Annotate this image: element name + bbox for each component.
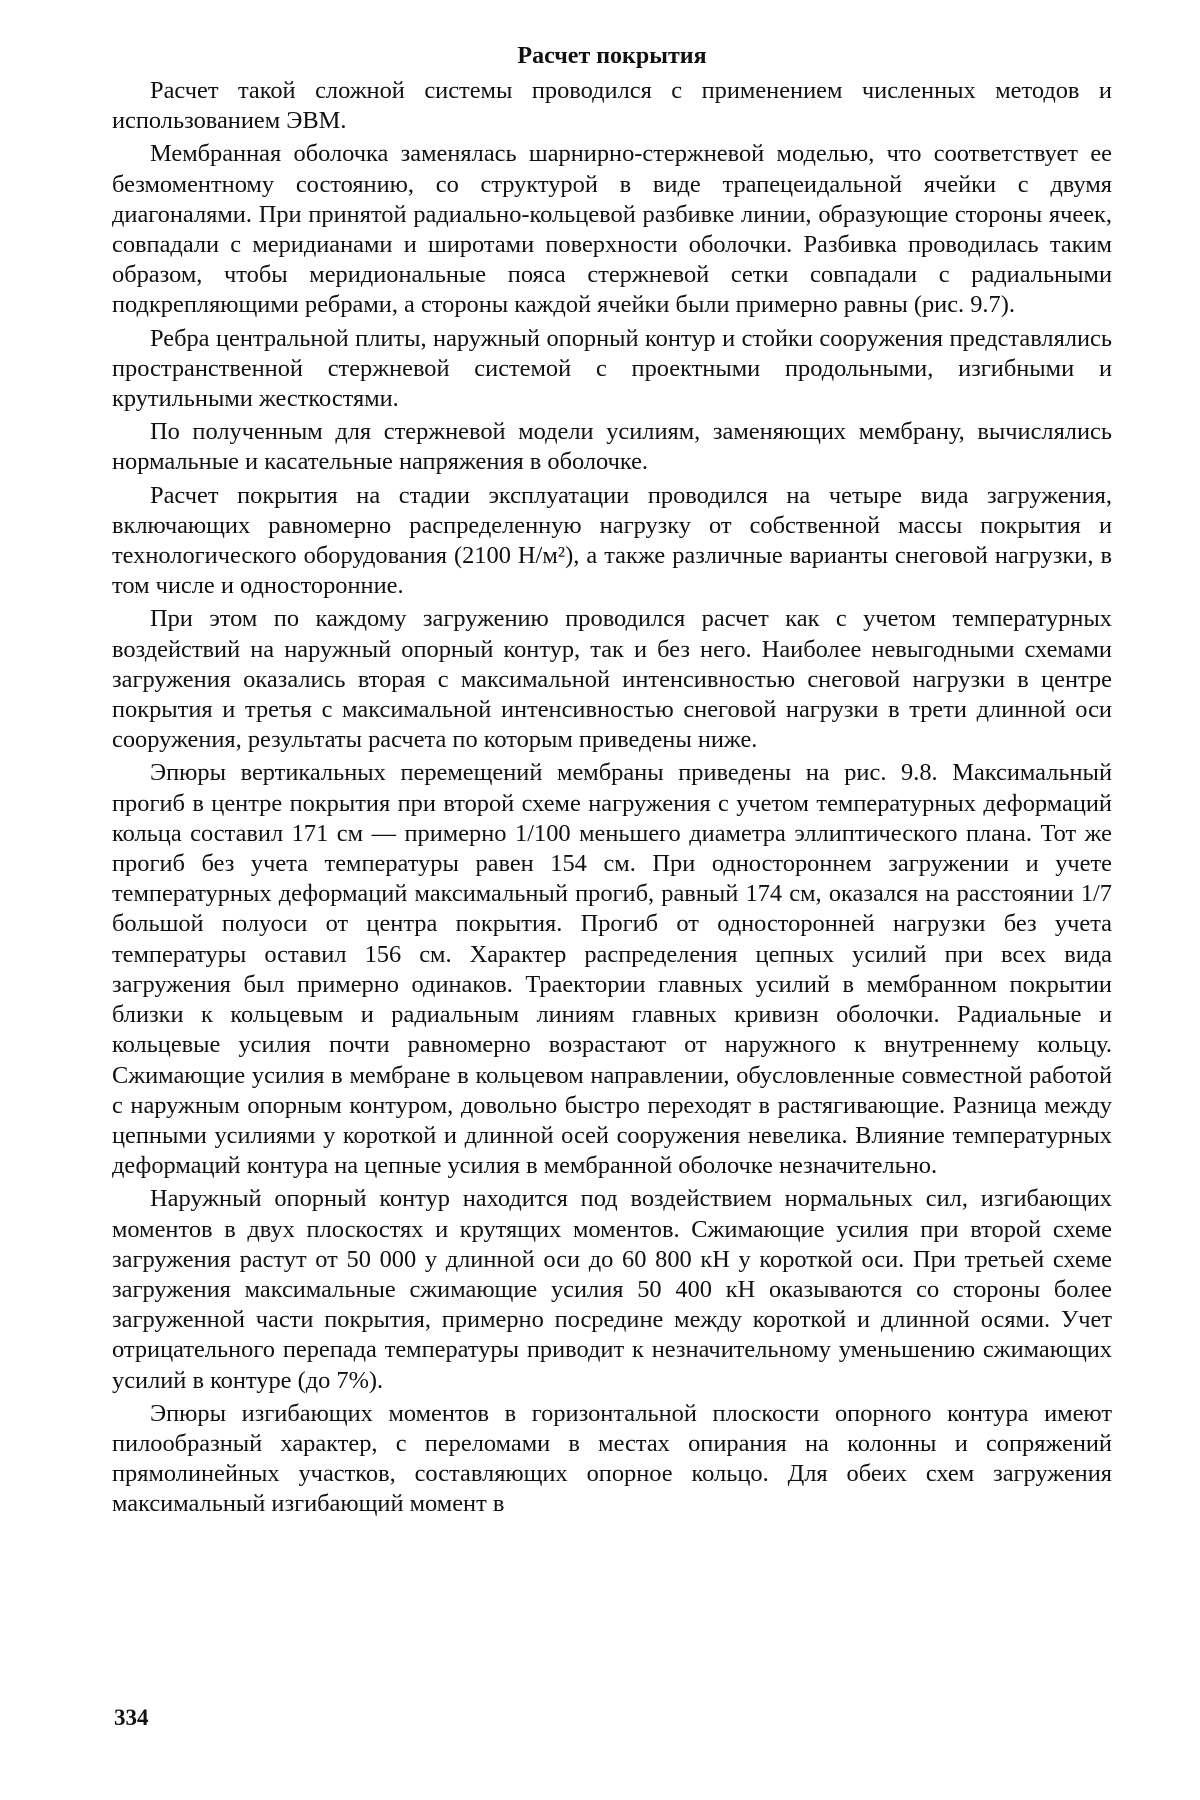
text-column xyxy=(112,40,1112,1523)
section-heading: Расчет покрытия xyxy=(517,43,707,69)
paragraph-9: Эпюры изгибающих моментов в горизонтальной плоскости опорного контура имеют пилообразный характер, с переломами в местах опирания на колонны и сопряжений прямолинейных участков, составляющих опорное кольцо. Для обеих схем загружения максимальный изгибающий момент в xyxy=(112,1399,1112,1518)
paragraph-3: Ребра центральной плиты, наружный опорный контур и стойки сооружения представлялись пространственной стержневой системой с проектными продольными, изгибными и крутильными жесткостями. xyxy=(112,324,1112,413)
paragraph-7: Эпюры вертикальных перемещений мембраны приведены на рис. 9.8. Максимальный прогиб в центре покрытия при второй схеме нагружения с учетом температурных деформаций кольца составил 171 см — примерно 1/100 меньшего диаметра эллиптического плана. Тот же прогиб без учета температуры равен 154 см. При одностороннем загружении и учете температурных деформаций максимальный прогиб, равный 174 см, оказался на расстоянии 1/7 большой полуоси от центра покрытия. Прогиб от односторонней нагрузки без учета температуры оставил 156 см. Характер распределения цепных усилий при всех вида загружения был примерно одинаков. Траектории главных усилий в мембранном покрытии близки к кольцевым и радиальным линиям главных кривизн оболочки. Радиальные и кольцевые усилия почти равномерно возрастают от наружного к внутреннему кольцу. Сжимающие усилия в мембране в кольцевом направлении, обусловленные совместной работой с наружным опорным контуром, довольно быстро переходят в растягивающие. Разница между цепными усилиями у короткой и длинной осей сооружения невелика. Влияние температурных деформаций контура на цепные усилия в мембранной оболочке незначительно. xyxy=(112,759,1112,1180)
paragraph-8: Наружный опорный контур находится под воздействием нормальных сил, изгибающих моментов в двух плоскостях и крутящих моментов. Сжимающие усилия при второй схеме загружения растут от 50 000 у длинной оси до 60 800 кН у короткой оси. При третьей схеме загружения максимальные сжимающие усилия 50 400 кН оказываются со стороны более загруженной части покрытия, примерно посредине между короткой и длинной осями. Учет отрицательного перепада температуры приводит к незначительному уменьшению сжимающих усилий в контуре (до 7%). xyxy=(112,1185,1112,1394)
paragraph-4: По полученным для стержневой модели усилиям, заменяющих мембрану, вычислялись нормальные и касательные напряжения в оболочке. xyxy=(112,418,1112,476)
paragraph-5: Расчет покрытия на стадии эксплуатации проводился на четыре вида загружения, включающих равномерно распределенную нагрузку от собственной массы покрытия и технологического оборудования (2100 Н/м²), а также различные варианты снеговой нагрузки, в том числе и односторонние. xyxy=(112,481,1112,600)
paragraph-6: При этом по каждому загружению проводился расчет как с учетом температурных воздействий на наружный опорный контур, так и без него. Наиболее невыгодными схемами загружения оказались вторая с максимальной интенсивностью снеговой нагрузки в центре покрытия и третья с максимальной интенсивностью снеговой нагрузки в трети длинной оси сооружения, результаты расчета по которым приведены ниже. xyxy=(112,605,1112,754)
paragraph-1: Расчет такой сложной системы проводился с применением численных методов и использованием ЭВМ. xyxy=(112,77,1112,135)
paragraph-2: Мембранная оболочка заменялась шарнирно-стержневой моделью, что соответствует ее безмоментному состоянию, со структурой в виде трапецеидальной ячейки с двумя диагоналями. При принятой радиально-кольцевой разбивке линии, образующие стороны ячеек, совпадали с меридианами и широтами поверхности оболочки. Разбивка проводилась таким образом, чтобы меридиональные пояса стержневой сетки совпадали с радиальными подкрепляющими ребрами, а стороны каждой ячейки были примерно равны (рис. 9.7). xyxy=(112,140,1112,319)
page-number: 334 xyxy=(114,1705,149,1730)
